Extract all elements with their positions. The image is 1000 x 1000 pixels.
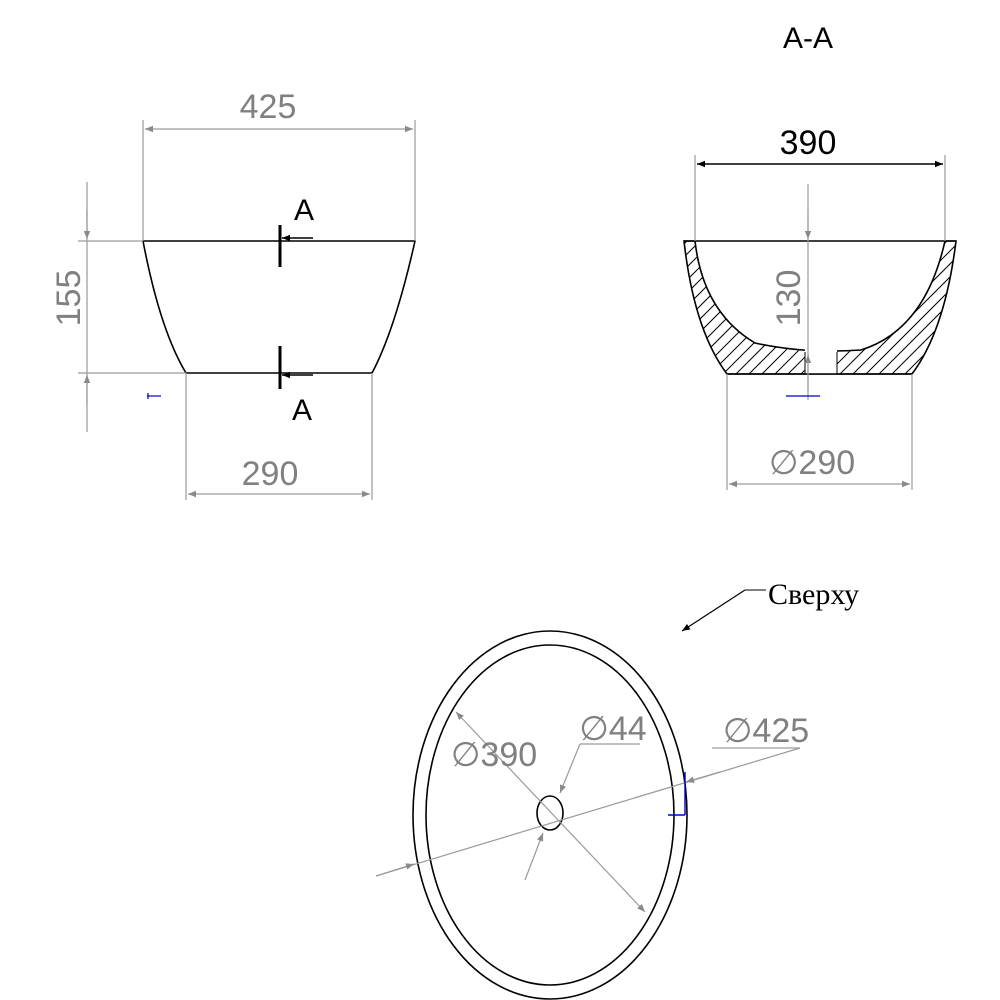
hatch-line [915, 230, 1000, 390]
dim-line-outer-diameter [376, 748, 800, 876]
section-letter-bottom: A [291, 394, 313, 427]
hatch-line [590, 230, 750, 390]
hatch-line [863, 230, 1000, 390]
hatch-line [616, 230, 776, 390]
hatch-line [603, 230, 763, 390]
front-bottom-width-label: 290 [241, 455, 299, 493]
hatch-line [460, 230, 620, 390]
front-height-label: 155 [50, 269, 88, 327]
section-letter-top: A [293, 194, 315, 227]
section-title: A-A [782, 22, 834, 55]
hatch-line [629, 230, 789, 390]
top-view [376, 578, 859, 999]
hatch-line [564, 230, 724, 390]
hatch-line [486, 230, 646, 390]
inner-diameter-label: ∅390 [450, 736, 538, 774]
section-bottom-diameter-label: ∅290 [768, 444, 856, 482]
hatch-line [499, 230, 659, 390]
hatch-line [993, 230, 1000, 390]
hatch-line [967, 230, 1000, 390]
hatch-line [551, 230, 711, 390]
top-inner-rim [426, 645, 674, 985]
front-view [50, 88, 415, 500]
outer-diameter-label: ∅425 [722, 712, 810, 750]
hatch-line [512, 230, 672, 390]
hatch-line [928, 230, 1000, 390]
hatch-line [941, 230, 1000, 390]
hatch-line [850, 230, 1000, 390]
hatch-line [954, 230, 1000, 390]
hatch-line [473, 230, 633, 390]
front-top-width-label: 425 [239, 88, 297, 126]
section-hatching [460, 230, 1000, 390]
top-outer-rim [413, 631, 687, 999]
hatch-line [538, 230, 698, 390]
hatch-line [525, 230, 685, 390]
section-top-width-label: 390 [779, 124, 837, 162]
drain-diameter-label: ∅44 [579, 710, 647, 748]
top-view-label: Сверху [768, 578, 860, 611]
hatch-line [876, 230, 1000, 390]
hatch-line [889, 230, 1000, 390]
hatch-line [577, 230, 737, 390]
section-depth-label: 130 [770, 269, 808, 327]
hatch-line [824, 230, 984, 390]
section-view [460, 22, 1000, 490]
hatch-line [980, 230, 1000, 390]
